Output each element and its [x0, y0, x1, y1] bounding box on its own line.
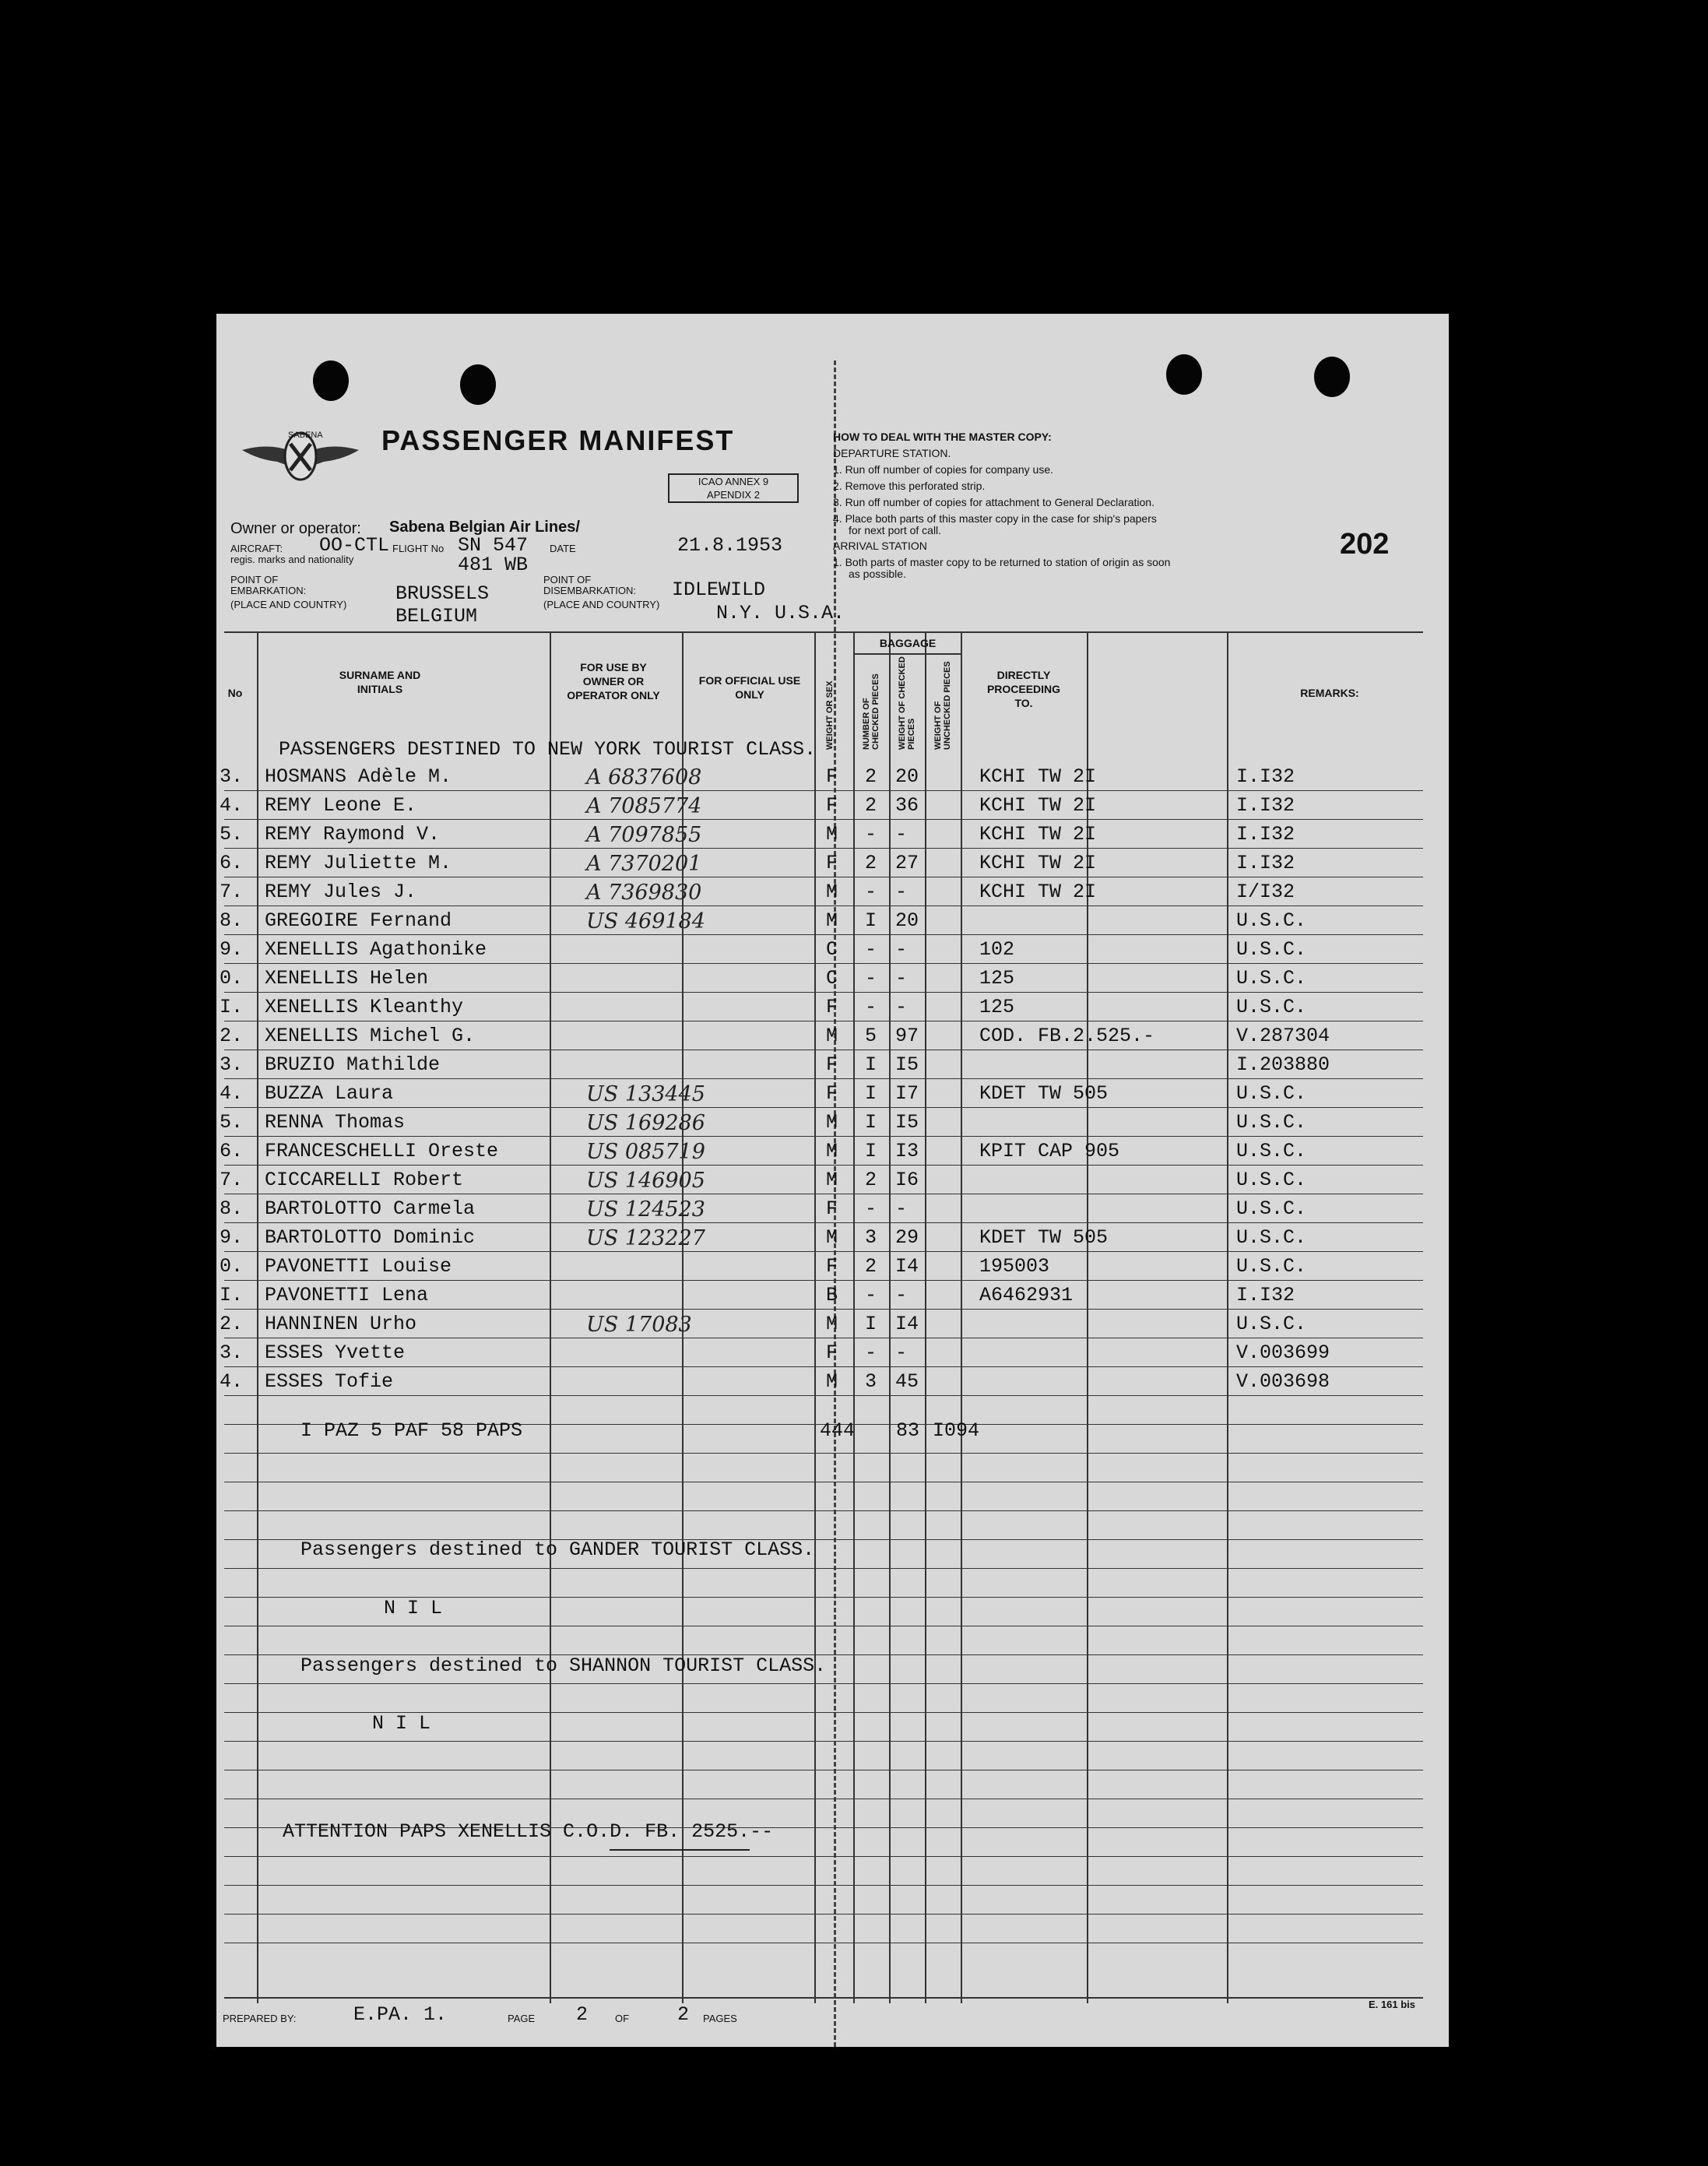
- passenger-name: XENELLIS Michel G.: [265, 1025, 476, 1047]
- instructions-title: HOW TO DEAL WITH THE MASTER COPY:: [833, 431, 1052, 443]
- remarks-cell: V.003699: [1236, 1341, 1330, 1364]
- remarks-cell: U.S.C.: [1236, 1082, 1307, 1105]
- ruled-line: [224, 905, 1423, 906]
- checked-weight: 36: [895, 794, 919, 817]
- manifest-page: [216, 314, 1449, 2047]
- passenger-sex: M: [826, 823, 838, 846]
- checked-weight: 20: [895, 765, 919, 788]
- page-label: PAGE: [508, 2013, 536, 2024]
- row-number: 8.: [220, 1197, 244, 1220]
- checked-pieces: I: [865, 1313, 877, 1335]
- checked-weight: -: [895, 967, 908, 990]
- remarks-cell: V.003698: [1236, 1370, 1330, 1393]
- ruled-line: [224, 1453, 1423, 1454]
- table-row: [216, 937, 1449, 965]
- checked-weight: I4: [895, 1255, 919, 1278]
- checked-pieces: -: [865, 938, 877, 961]
- nil-gander: N I L: [384, 1597, 443, 1619]
- of-label: OF: [615, 2013, 630, 2024]
- instruction-item: 1. Both parts of master copy to be returned to station of origin as soon: [833, 556, 1171, 568]
- disembark-value: IDLEWILD: [672, 578, 766, 601]
- table-row: [216, 793, 1449, 821]
- totals-weight: I094: [933, 1419, 980, 1442]
- passenger-name: HANNINEN Urho: [265, 1313, 417, 1335]
- checked-weight: I5: [895, 1111, 919, 1134]
- row-number: 3.: [220, 765, 244, 788]
- ruled-line: [224, 848, 1423, 849]
- row-number: I.: [220, 996, 244, 1018]
- attention-underline: [610, 1849, 750, 1851]
- instruction-item: 3. Run off number of copies for attachment to General Declaration.: [833, 496, 1154, 508]
- proceeding-to: KPIT CAP 905: [979, 1140, 1120, 1162]
- table-row: [216, 1282, 1449, 1310]
- section-gander: Passengers destined to GANDER TOURIST CLASS.: [300, 1538, 815, 1561]
- table-row: [216, 1167, 1449, 1195]
- passenger-name: REMY Leone E.: [265, 794, 417, 817]
- passenger-name: REMY Juliette M.: [265, 852, 452, 874]
- passenger-sex: M: [826, 1025, 838, 1047]
- passenger-sex: F: [826, 1053, 838, 1076]
- checked-pieces: I: [865, 1082, 877, 1105]
- attention-note: ATTENTION PAPS XENELLIS C.O.D. FB. 2525.--: [283, 1820, 774, 1843]
- ruled-line: [224, 1280, 1423, 1281]
- passenger-sex: F: [826, 1341, 838, 1364]
- ruled-line: [224, 1856, 1423, 1857]
- baggage-divider: [853, 653, 961, 655]
- checked-pieces: 2: [865, 852, 877, 874]
- passport-number: US 133445: [586, 1082, 705, 1106]
- row-number: 4.: [220, 1082, 244, 1105]
- passenger-name: REMY Raymond V.: [265, 823, 441, 846]
- embark-value: BRUSSELS: [395, 582, 490, 605]
- checked-weight: I7: [895, 1082, 919, 1105]
- proceeding-to: 125: [979, 967, 1015, 990]
- checked-pieces: -: [865, 1284, 877, 1306]
- row-number: 0.: [220, 967, 244, 990]
- checked-pieces: -: [865, 1197, 877, 1220]
- remarks-cell: U.S.C.: [1236, 1255, 1307, 1278]
- passenger-sex: B: [826, 1284, 838, 1306]
- remarks-cell: U.S.C.: [1236, 938, 1307, 961]
- row-number: 4.: [220, 1370, 244, 1393]
- checked-weight: I5: [895, 1053, 919, 1076]
- passenger-sex: F: [826, 996, 838, 1018]
- passport-number: US 124523: [586, 1197, 705, 1222]
- passenger-sex: F: [826, 1255, 838, 1278]
- checked-pieces: I: [865, 1053, 877, 1076]
- passenger-sex: C: [826, 967, 838, 990]
- table-top-border: [224, 631, 1423, 633]
- disembark-value-2: N.Y. U.S.A.: [716, 602, 845, 624]
- disembark-label: POINT OF DISEMBARKATION:: [543, 574, 636, 596]
- ruled-line: [224, 1510, 1423, 1511]
- passport-number: A 7369830: [586, 881, 702, 905]
- row-number: 8.: [220, 909, 244, 932]
- col-header-weight-sex: WEIGHT OR SEX: [825, 680, 835, 750]
- embark-value-2: BELGIUM: [395, 605, 478, 628]
- passenger-sex: M: [826, 1370, 838, 1393]
- passenger-name: ESSES Tofie: [265, 1370, 394, 1393]
- prepared-value: E.PA. 1.: [353, 2003, 448, 2026]
- proceeding-to: 125: [979, 996, 1015, 1018]
- embark-sub: (PLACE AND COUNTRY): [230, 599, 347, 610]
- ruled-line: [224, 1366, 1423, 1367]
- col-header-remarks: REMARKS:: [1300, 687, 1359, 699]
- passenger-name: HOSMANS Adèle M.: [265, 765, 452, 788]
- checked-pieces: -: [865, 1341, 877, 1364]
- remarks-cell: U.S.C.: [1236, 909, 1307, 932]
- totals-pieces: 83: [896, 1419, 920, 1442]
- row-number: 3.: [220, 1341, 244, 1364]
- remarks-cell: U.S.C.: [1236, 1169, 1307, 1191]
- col-header-baggage: BAGGAGE: [879, 637, 937, 649]
- passenger-name: BRUZIO Mathilde: [265, 1053, 441, 1076]
- ruled-line: [224, 1914, 1423, 1915]
- proceeding-to: A6462931: [979, 1284, 1074, 1306]
- row-number: 9.: [220, 938, 244, 961]
- passport-number: US 146905: [586, 1169, 705, 1193]
- passenger-sex: F: [826, 852, 838, 874]
- instruction-item: 4. Place both parts of this master copy in the case for ship's papers: [833, 512, 1157, 525]
- remarks-cell: I.I32: [1236, 852, 1295, 874]
- table-row: [216, 1081, 1449, 1109]
- passport-number: A 7097855: [586, 823, 702, 847]
- remarks-cell: I.203880: [1236, 1053, 1330, 1076]
- nil-shannon: N I L: [372, 1712, 431, 1735]
- aircraft-value: OO-CTL: [319, 534, 390, 557]
- row-number: 6.: [220, 852, 244, 874]
- checked-weight: -: [895, 823, 908, 846]
- passenger-sex: M: [826, 909, 838, 932]
- instruction-item: 1. Run off number of copies for company use.: [833, 463, 1054, 476]
- of-value: 2: [677, 2003, 690, 2026]
- row-number: 2.: [220, 1025, 244, 1047]
- punch-hole: [313, 360, 349, 401]
- checked-pieces: -: [865, 996, 877, 1018]
- table-row: [216, 1023, 1449, 1051]
- col-header-num-checked: NUMBER OF CHECKED PIECES: [862, 673, 880, 750]
- checked-weight: -: [895, 938, 908, 961]
- passenger-name: PAVONETTI Louise: [265, 1255, 452, 1278]
- table-row: [216, 879, 1449, 907]
- flight-label: FLIGHT No: [392, 543, 445, 554]
- proceeding-to: KCHI TW 2I: [979, 881, 1097, 903]
- passport-number: US 123227: [586, 1226, 705, 1250]
- table-row: [216, 764, 1449, 792]
- table-row: [216, 1138, 1449, 1166]
- col-header-owner-use: FOR USE BY OWNER OR OPERATOR ONLY: [567, 661, 660, 701]
- passenger-sex: M: [826, 1140, 838, 1162]
- col-header-weight-checked: WEIGHT OF CHECKED PIECES: [898, 656, 916, 750]
- passenger-sex: F: [826, 794, 838, 817]
- ruled-line: [224, 1222, 1423, 1223]
- checked-weight: 45: [895, 1370, 919, 1393]
- table-row: [216, 1196, 1449, 1224]
- passport-number: US 169286: [586, 1111, 705, 1135]
- passenger-sex: F: [826, 1197, 838, 1220]
- owner-value: Sabena Belgian Air Lines/: [389, 519, 580, 536]
- passenger-name: CICCARELLI Robert: [265, 1169, 464, 1191]
- remarks-cell: U.S.C.: [1236, 1111, 1307, 1134]
- totals-label: I PAZ 5 PAF 58 PAPS: [300, 1419, 523, 1442]
- checked-weight: -: [895, 1341, 908, 1364]
- checked-pieces: 5: [865, 1025, 877, 1047]
- stamp-number: 202: [1340, 528, 1390, 561]
- date-value: 21.8.1953: [677, 534, 783, 557]
- passenger-name: BARTOLOTTO Dominic: [265, 1226, 476, 1249]
- checked-pieces: I: [865, 909, 877, 932]
- owner-label: Owner or operator:: [230, 520, 361, 537]
- checked-pieces: 3: [865, 1370, 877, 1393]
- checked-weight: -: [895, 996, 908, 1018]
- totals-sex: 444: [820, 1419, 856, 1442]
- checked-pieces: 2: [865, 794, 877, 817]
- ruled-line: [224, 1165, 1423, 1166]
- proceeding-to: KCHI TW 2I: [979, 823, 1097, 846]
- table-row: [216, 1109, 1449, 1138]
- row-number: 0.: [220, 1255, 244, 1278]
- row-number: 5.: [220, 1111, 244, 1134]
- flight-value: SN 547: [458, 534, 529, 557]
- ruled-line: [224, 790, 1423, 791]
- ruled-line: [224, 1741, 1423, 1742]
- passenger-name: XENELLIS Kleanthy: [265, 996, 464, 1018]
- passport-number: A 7085774: [586, 794, 702, 818]
- passport-number: A 7370201: [586, 852, 702, 876]
- checked-pieces: -: [865, 967, 877, 990]
- flight-value-2: 481 WB: [458, 554, 529, 576]
- instruction-item: for next port of call.: [849, 524, 942, 536]
- punch-hole: [1314, 357, 1350, 397]
- passenger-sex: M: [826, 1169, 838, 1191]
- remarks-cell: V.287304: [1236, 1025, 1330, 1047]
- ruled-line: [224, 1568, 1423, 1569]
- row-number: 9.: [220, 1226, 244, 1249]
- ruled-line: [224, 819, 1423, 820]
- checked-weight: 20: [895, 909, 919, 932]
- checked-weight: I4: [895, 1313, 919, 1335]
- passenger-name: XENELLIS Agathonike: [265, 938, 487, 961]
- table-row: [216, 821, 1449, 849]
- checked-weight: I3: [895, 1140, 919, 1162]
- punch-hole: [460, 364, 496, 405]
- punch-hole: [1166, 354, 1202, 395]
- table-row: [216, 1340, 1449, 1368]
- remarks-cell: I.I32: [1236, 765, 1295, 788]
- checked-weight: -: [895, 1284, 908, 1306]
- ruled-line: [224, 1885, 1423, 1886]
- remarks-cell: I/I32: [1236, 881, 1295, 903]
- table-row: [216, 850, 1449, 878]
- proceeding-to: 195003: [979, 1255, 1050, 1278]
- passenger-name: PAVONETTI Lena: [265, 1284, 429, 1306]
- proceeding-to: KCHI TW 2I: [979, 765, 1097, 788]
- remarks-cell: U.S.C.: [1236, 1226, 1307, 1249]
- checked-pieces: I: [865, 1111, 877, 1134]
- page-value: 2: [576, 2003, 589, 2026]
- table-row: [216, 1225, 1449, 1253]
- ruled-line: [224, 934, 1423, 935]
- proceeding-to: KDET TW 505: [979, 1082, 1109, 1105]
- checked-weight: -: [895, 1197, 908, 1220]
- checked-pieces: 2: [865, 1255, 877, 1278]
- form-code: E. 161 bis: [1369, 1999, 1415, 2010]
- checked-weight: 29: [895, 1226, 919, 1249]
- passenger-sex: C: [826, 938, 838, 961]
- row-number: 2.: [220, 1313, 244, 1335]
- passport-number: US 17083: [586, 1313, 692, 1337]
- checked-pieces: -: [865, 823, 877, 846]
- col-header-no: No: [227, 687, 243, 699]
- remarks-cell: I.I32: [1236, 823, 1295, 846]
- ruled-line: [224, 1395, 1423, 1396]
- col-header-proceeding: DIRECTLY PROCEEDING TO.: [986, 669, 1061, 709]
- checked-pieces: 2: [865, 765, 877, 788]
- ruled-line: [224, 1136, 1423, 1137]
- ruled-line: [224, 1078, 1423, 1079]
- passenger-name: FRANCESCHELLI Oreste: [265, 1140, 499, 1162]
- passenger-name: BUZZA Laura: [265, 1082, 394, 1105]
- table-row: [216, 1311, 1449, 1339]
- proceeding-to: 102: [979, 938, 1015, 961]
- passenger-sex: M: [826, 1226, 838, 1249]
- passport-number: US 085719: [586, 1140, 705, 1164]
- row-number: 5.: [220, 823, 244, 846]
- page-title: PASSENGER MANIFEST: [381, 424, 735, 456]
- proceeding-to: KCHI TW 2I: [979, 794, 1097, 817]
- ruled-line: [224, 992, 1423, 993]
- row-number: I.: [220, 1284, 244, 1306]
- prepared-label: PREPARED BY:: [223, 2013, 297, 2024]
- proceeding-to: KCHI TW 2I: [979, 852, 1097, 874]
- instructions-arrival: ARRIVAL STATION: [833, 540, 927, 552]
- ruled-line: [224, 1251, 1423, 1252]
- proceeding-to: KDET TW 505: [979, 1226, 1109, 1249]
- passport-number: US 469184: [586, 909, 705, 934]
- table-row: [216, 994, 1449, 1022]
- passenger-name: RENNA Thomas: [265, 1111, 406, 1134]
- embark-label: POINT OF EMBARKATION:: [230, 574, 307, 596]
- checked-pieces: 2: [865, 1169, 877, 1191]
- proceeding-to: COD. FB.2.525.-: [979, 1025, 1155, 1047]
- remarks-cell: I.I32: [1236, 1284, 1295, 1306]
- icao-box: ICAO ANNEX 9 APENDIX 2: [668, 473, 799, 503]
- section-new-york: PASSENGERS DESTINED TO NEW YORK TOURIST CLASS.: [279, 738, 817, 761]
- instruction-item: as possible.: [849, 568, 906, 580]
- pages-label: PAGES: [703, 2013, 737, 2024]
- instruction-item: 2. Remove this perforated strip.: [833, 480, 986, 492]
- table-row: [216, 1052, 1449, 1080]
- row-number: 4.: [220, 794, 244, 817]
- remarks-cell: U.S.C.: [1236, 967, 1307, 990]
- passenger-name: BARTOLOTTO Carmela: [265, 1197, 476, 1220]
- logo-text: SABENA: [288, 431, 323, 440]
- remarks-cell: U.S.C.: [1236, 1140, 1307, 1162]
- remarks-cell: U.S.C.: [1236, 1197, 1307, 1220]
- row-number: 7.: [220, 881, 244, 903]
- col-header-weight-unchecked: WEIGHT OF UNCHECKED PIECES: [933, 661, 952, 750]
- disembark-sub: (PLACE AND COUNTRY): [543, 599, 660, 610]
- passenger-name: GREGOIRE Fernand: [265, 909, 452, 932]
- row-number: 3.: [220, 1053, 244, 1076]
- checked-pieces: -: [865, 881, 877, 903]
- passenger-sex: F: [826, 1082, 838, 1105]
- remarks-cell: U.S.C.: [1236, 996, 1307, 1018]
- footer-border: [224, 1997, 1423, 1999]
- table-row: [216, 1369, 1449, 1397]
- remarks-cell: I.I32: [1236, 794, 1295, 817]
- aircraft-sub: regis. marks and nationality: [230, 554, 354, 565]
- checked-pieces: I: [865, 1140, 877, 1162]
- passenger-name: REMY Jules J.: [265, 881, 417, 903]
- passenger-sex: F: [826, 765, 838, 788]
- remarks-cell: U.S.C.: [1236, 1313, 1307, 1335]
- passenger-sex: M: [826, 881, 838, 903]
- checked-pieces: 3: [865, 1226, 877, 1249]
- ruled-line: [224, 1309, 1423, 1310]
- passenger-name: XENELLIS Helen: [265, 967, 429, 990]
- aircraft-label: AIRCRAFT:: [230, 543, 283, 554]
- ruled-line: [224, 1683, 1423, 1684]
- checked-weight: -: [895, 881, 908, 903]
- passenger-name: ESSES Yvette: [265, 1341, 406, 1364]
- date-label: DATE: [550, 543, 576, 554]
- col-header-surname: SURNAME AND INITIALS: [339, 669, 421, 695]
- table-row: [216, 1254, 1449, 1282]
- table-row: [216, 965, 1449, 993]
- row-number: 7.: [220, 1169, 244, 1191]
- section-shannon: Passengers destined to SHANNON TOURIST CLASS.: [300, 1654, 827, 1677]
- col-header-official-use: FOR OFFICIAL USE ONLY: [698, 674, 801, 701]
- passenger-sex: M: [826, 1313, 838, 1335]
- checked-weight: 97: [895, 1025, 919, 1047]
- checked-weight: 27: [895, 852, 919, 874]
- instructions-departure: DEPARTURE STATION.: [833, 447, 951, 459]
- ruled-line: [224, 963, 1423, 964]
- row-number: 6.: [220, 1140, 244, 1162]
- ruled-line: [224, 1107, 1423, 1108]
- checked-weight: I6: [895, 1169, 919, 1191]
- table-row: [216, 908, 1449, 936]
- passport-number: A 6837608: [586, 765, 702, 789]
- passenger-sex: M: [826, 1111, 838, 1134]
